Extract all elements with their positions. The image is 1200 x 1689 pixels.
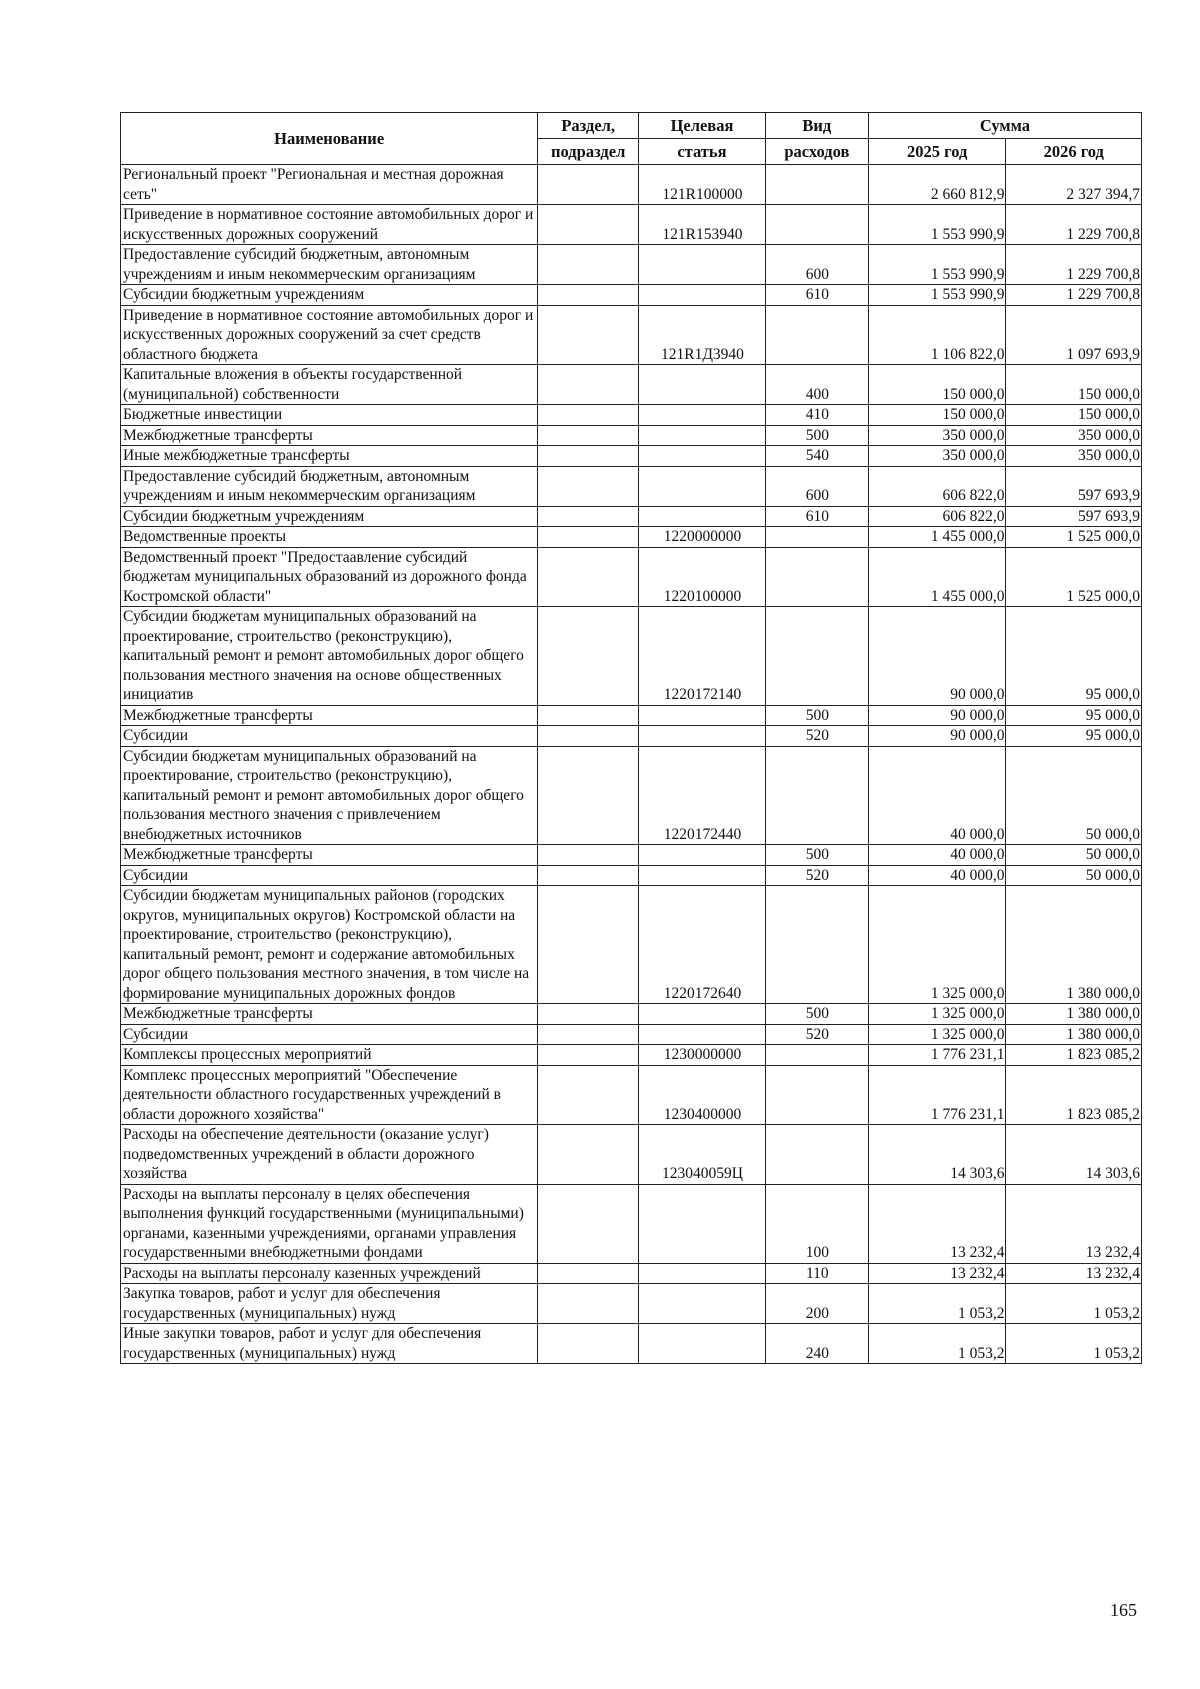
table-row (121, 1045, 1142, 1066)
row-expense-kind-cell: 100 (765, 1184, 868, 1263)
row-expense-kind-cell (765, 886, 868, 1004)
table-row (121, 165, 1142, 205)
row-expense-kind-cell: 400 (765, 365, 868, 405)
row-name-cell: Закупка товаров, работ и услуг для обеспечения государственных (муниципальных) нужд (121, 1284, 538, 1324)
page-number: 165 (1110, 1600, 1137, 1620)
header-target-line1: Целевая (639, 113, 766, 139)
row-sum-2026-cell: 13 232,4 (1006, 1263, 1142, 1284)
row-sum-2025-cell: 1 053,2 (868, 1284, 1006, 1324)
row-sum-2026-cell: 1 525 000,0 (1006, 547, 1142, 607)
row-name-cell: Субсидии бюджетам муниципальных районов (городских округов, муниципальных округов) Костромской области на проектирование, строительство (реконструкцию), капитальный ремонт, ремонт и содержание автомобильных дорог общего пользования местного значения, в том числе на формирование муниципальных дорожных фондов (121, 886, 538, 1004)
row-name-cell: Расходы на выплаты персоналу казенных учреждений (121, 1263, 538, 1284)
header-section-line1: Раздел, (538, 113, 639, 139)
row-section-cell (538, 285, 639, 306)
row-section-cell (538, 886, 639, 1004)
row-section-cell (538, 506, 639, 527)
row-expense-kind-cell: 500 (765, 705, 868, 726)
table-row (121, 607, 1142, 706)
table-row (121, 865, 1142, 886)
row-sum-2026-cell: 350 000,0 (1006, 425, 1142, 446)
row-sum-2025-cell: 350 000,0 (868, 425, 1006, 446)
row-sum-2025-cell: 40 000,0 (868, 746, 1006, 845)
budget-sheet (120, 112, 1142, 1364)
row-name-cell: Капитальные вложения в объекты государственной (муниципальной) собственности (121, 365, 538, 405)
row-section-cell (538, 1065, 639, 1125)
row-name-cell: Региональный проект "Региональная и местная дорожная сеть" (121, 165, 538, 205)
row-sum-2025-cell: 2 660 812,9 (868, 165, 1006, 205)
row-target-article-cell (639, 425, 766, 446)
row-sum-2026-cell: 50 000,0 (1006, 865, 1142, 886)
table-row (121, 845, 1142, 866)
row-target-article-cell (639, 726, 766, 747)
row-name-cell: Субсидии бюджетам муниципальных образований на проектирование, строительство (реконструкцию), капитальный ремонт и ремонт автомобильных дорог общего пользования местного значения с привлечением внебюджетных источников (121, 746, 538, 845)
row-section-cell (538, 1125, 639, 1185)
row-sum-2026-cell: 1 229 700,8 (1006, 245, 1142, 285)
header-kind-line2: расходов (765, 139, 868, 165)
row-section-cell (538, 527, 639, 548)
row-section-cell (538, 165, 639, 205)
table-row (121, 1024, 1142, 1045)
row-sum-2026-cell: 1 097 693,9 (1006, 305, 1142, 365)
table-row (121, 305, 1142, 365)
row-sum-2026-cell: 2 327 394,7 (1006, 165, 1142, 205)
row-sum-2025-cell: 1 553 990,9 (868, 245, 1006, 285)
row-expense-kind-cell: 500 (765, 845, 868, 866)
row-name-cell: Иные закупки товаров, работ и услуг для обеспечения государственных (муниципальных) нужд (121, 1324, 538, 1364)
row-sum-2026-cell: 95 000,0 (1006, 607, 1142, 706)
row-sum-2026-cell: 150 000,0 (1006, 365, 1142, 405)
row-name-cell: Субсидии (121, 726, 538, 747)
row-expense-kind-cell: 110 (765, 1263, 868, 1284)
row-target-article-cell (639, 1263, 766, 1284)
row-name-cell: Приведение в нормативное состояние автомобильных дорог и искусственных дорожных сооружений (121, 205, 538, 245)
row-expense-kind-cell (765, 746, 868, 845)
row-expense-kind-cell (765, 607, 868, 706)
row-expense-kind-cell: 610 (765, 506, 868, 527)
row-name-cell: Межбюджетные трансферты (121, 425, 538, 446)
table-row (121, 527, 1142, 548)
table-row (121, 1004, 1142, 1025)
row-expense-kind-cell: 520 (765, 1024, 868, 1045)
row-name-cell: Расходы на выплаты персоналу в целях обеспечения выполнения функций государственными (муниципальными) органами, казенными учреждениями, органами управления государственными внебюджетными фондами (121, 1184, 538, 1263)
row-target-article-cell: 1230000000 (639, 1045, 766, 1066)
table-row (121, 726, 1142, 747)
row-name-cell: Приведение в нормативное состояние автомобильных дорог и искусственных дорожных сооружений за счет средств областного бюджета (121, 305, 538, 365)
row-section-cell (538, 607, 639, 706)
row-sum-2025-cell: 606 822,0 (868, 506, 1006, 527)
row-name-cell: Межбюджетные трансферты (121, 1004, 538, 1025)
row-expense-kind-cell (765, 305, 868, 365)
header-name: Наименование (121, 113, 538, 165)
row-target-article-cell (639, 285, 766, 306)
row-sum-2026-cell: 1 053,2 (1006, 1284, 1142, 1324)
row-sum-2025-cell: 14 303,6 (868, 1125, 1006, 1185)
row-target-article-cell (639, 245, 766, 285)
row-sum-2025-cell: 1 325 000,0 (868, 1024, 1006, 1045)
row-target-article-cell (639, 845, 766, 866)
table-row (121, 547, 1142, 607)
row-sum-2026-cell: 50 000,0 (1006, 746, 1142, 845)
row-name-cell: Ведомственные проекты (121, 527, 538, 548)
row-section-cell (538, 1263, 639, 1284)
row-target-article-cell (639, 1184, 766, 1263)
row-target-article-cell (639, 365, 766, 405)
row-target-article-cell: 1220000000 (639, 527, 766, 548)
row-sum-2025-cell: 1 325 000,0 (868, 886, 1006, 1004)
row-target-article-cell (639, 1004, 766, 1025)
row-name-cell: Субсидии бюджетным учреждениям (121, 506, 538, 527)
row-sum-2025-cell: 1 553 990,9 (868, 205, 1006, 245)
table-row (121, 1324, 1142, 1364)
row-sum-2025-cell: 90 000,0 (868, 705, 1006, 726)
row-sum-2026-cell: 1 229 700,8 (1006, 285, 1142, 306)
row-target-article-cell (639, 705, 766, 726)
row-section-cell (538, 746, 639, 845)
row-sum-2025-cell: 1 776 231,1 (868, 1065, 1006, 1125)
row-sum-2026-cell: 95 000,0 (1006, 726, 1142, 747)
row-target-article-cell (639, 506, 766, 527)
row-name-cell: Межбюджетные трансферты (121, 705, 538, 726)
table-row (121, 1125, 1142, 1185)
row-sum-2026-cell: 50 000,0 (1006, 845, 1142, 866)
row-sum-2025-cell: 90 000,0 (868, 607, 1006, 706)
row-sum-2026-cell: 1 380 000,0 (1006, 1024, 1142, 1045)
row-section-cell (538, 1184, 639, 1263)
row-name-cell: Комплексы процессных мероприятий (121, 1045, 538, 1066)
row-expense-kind-cell: 600 (765, 466, 868, 506)
table-row (121, 365, 1142, 405)
table-row (121, 1284, 1142, 1324)
row-section-cell (538, 365, 639, 405)
table-row (121, 746, 1142, 845)
row-name-cell: Расходы на обеспечение деятельности (оказание услуг) подведомственных учреждений в области дорожного хозяйства (121, 1125, 538, 1185)
row-section-cell (538, 1024, 639, 1045)
header-target-line2: статья (639, 139, 766, 165)
row-sum-2025-cell: 13 232,4 (868, 1263, 1006, 1284)
row-expense-kind-cell (765, 205, 868, 245)
row-expense-kind-cell: 600 (765, 245, 868, 285)
row-section-cell (538, 1045, 639, 1066)
table-row (121, 506, 1142, 527)
row-expense-kind-cell: 500 (765, 1004, 868, 1025)
budget-table (120, 112, 1142, 1364)
row-sum-2025-cell: 606 822,0 (868, 466, 1006, 506)
row-section-cell (538, 466, 639, 506)
row-sum-2025-cell: 1 455 000,0 (868, 527, 1006, 548)
row-sum-2026-cell: 95 000,0 (1006, 705, 1142, 726)
row-expense-kind-cell: 240 (765, 1324, 868, 1364)
row-sum-2025-cell: 40 000,0 (868, 845, 1006, 866)
row-name-cell: Иные межбюджетные трансферты (121, 446, 538, 467)
row-sum-2025-cell: 1 325 000,0 (868, 1004, 1006, 1025)
row-target-article-cell: 121R153940 (639, 205, 766, 245)
header-section-line2: подраздел (538, 139, 639, 165)
table-body (121, 165, 1142, 1364)
row-name-cell: Предоставление субсидий бюджетным, автономным учреждениям и иным некоммерческим организациям (121, 245, 538, 285)
row-expense-kind-cell: 520 (765, 726, 868, 747)
row-section-cell (538, 1004, 639, 1025)
row-section-cell (538, 1284, 639, 1324)
row-section-cell (538, 405, 639, 426)
row-sum-2025-cell: 1 053,2 (868, 1324, 1006, 1364)
row-target-article-cell (639, 405, 766, 426)
row-expense-kind-cell (765, 165, 868, 205)
row-section-cell (538, 205, 639, 245)
table-row (121, 446, 1142, 467)
row-target-article-cell (639, 1284, 766, 1324)
row-sum-2026-cell: 597 693,9 (1006, 466, 1142, 506)
header-sum: Сумма (868, 113, 1141, 139)
table-row (121, 245, 1142, 285)
row-name-cell: Межбюджетные трансферты (121, 845, 538, 866)
row-target-article-cell: 1220100000 (639, 547, 766, 607)
row-expense-kind-cell: 500 (765, 425, 868, 446)
row-expense-kind-cell (765, 547, 868, 607)
row-sum-2025-cell: 1 455 000,0 (868, 547, 1006, 607)
row-sum-2025-cell: 150 000,0 (868, 405, 1006, 426)
table-row (121, 886, 1142, 1004)
table-row (121, 466, 1142, 506)
table-row (121, 425, 1142, 446)
row-expense-kind-cell (765, 1065, 868, 1125)
row-sum-2026-cell: 1 380 000,0 (1006, 886, 1142, 1004)
header-year-2026: 2026 год (1006, 139, 1142, 165)
row-section-cell (538, 425, 639, 446)
row-target-article-cell (639, 466, 766, 506)
row-expense-kind-cell (765, 1125, 868, 1185)
row-target-article-cell: 123040059Ц (639, 1125, 766, 1185)
row-section-cell (538, 865, 639, 886)
row-target-article-cell: 1230400000 (639, 1065, 766, 1125)
row-sum-2025-cell: 350 000,0 (868, 446, 1006, 467)
row-sum-2025-cell: 1 776 231,1 (868, 1045, 1006, 1066)
row-sum-2026-cell: 350 000,0 (1006, 446, 1142, 467)
row-sum-2025-cell: 150 000,0 (868, 365, 1006, 405)
row-sum-2025-cell: 1 553 990,9 (868, 285, 1006, 306)
row-sum-2025-cell: 13 232,4 (868, 1184, 1006, 1263)
row-section-cell (538, 245, 639, 285)
table-row (121, 705, 1142, 726)
row-expense-kind-cell: 520 (765, 865, 868, 886)
row-target-article-cell: 1220172640 (639, 886, 766, 1004)
row-name-cell: Субсидии бюджетным учреждениям (121, 285, 538, 306)
row-sum-2025-cell: 90 000,0 (868, 726, 1006, 747)
table-row (121, 405, 1142, 426)
row-sum-2026-cell: 1 823 085,2 (1006, 1065, 1142, 1125)
row-expense-kind-cell: 540 (765, 446, 868, 467)
row-expense-kind-cell: 410 (765, 405, 868, 426)
row-name-cell: Субсидии (121, 865, 538, 886)
row-sum-2026-cell: 1 380 000,0 (1006, 1004, 1142, 1025)
header-year-2025: 2025 год (868, 139, 1006, 165)
row-name-cell: Бюджетные инвестиции (121, 405, 538, 426)
row-expense-kind-cell: 200 (765, 1284, 868, 1324)
row-sum-2025-cell: 1 106 822,0 (868, 305, 1006, 365)
table-row (121, 1065, 1142, 1125)
row-target-article-cell (639, 1024, 766, 1045)
table-row (121, 1263, 1142, 1284)
header-kind-line1: Вид (765, 113, 868, 139)
row-sum-2026-cell: 1 229 700,8 (1006, 205, 1142, 245)
row-name-cell: Ведомственный проект "Предостаавление субсидий бюджетам муниципальных образований из дорожного фонда Костромской области" (121, 547, 538, 607)
row-sum-2026-cell: 1 823 085,2 (1006, 1045, 1142, 1066)
row-section-cell (538, 547, 639, 607)
row-target-article-cell: 1220172140 (639, 607, 766, 706)
row-section-cell (538, 705, 639, 726)
row-sum-2026-cell: 13 232,4 (1006, 1184, 1142, 1263)
row-target-article-cell (639, 446, 766, 467)
row-name-cell: Субсидии (121, 1024, 538, 1045)
row-sum-2026-cell: 597 693,9 (1006, 506, 1142, 527)
row-sum-2025-cell: 40 000,0 (868, 865, 1006, 886)
row-section-cell (538, 845, 639, 866)
row-target-article-cell: 121R1Д3940 (639, 305, 766, 365)
table-row (121, 205, 1142, 245)
table-row (121, 285, 1142, 306)
row-name-cell: Субсидии бюджетам муниципальных образований на проектирование, строительство (реконструкцию), капитальный ремонт и ремонт автомобильных дорог общего пользования местного значения на основе общественных инициатив (121, 607, 538, 706)
row-sum-2026-cell: 14 303,6 (1006, 1125, 1142, 1185)
row-name-cell: Комплекс процессных мероприятий "Обеспечение деятельности областного государственных учреждений в области дорожного хозяйства" (121, 1065, 538, 1125)
row-name-cell: Предоставление субсидий бюджетным, автономным учреждениям и иным некоммерческим организациям (121, 466, 538, 506)
row-section-cell (538, 1324, 639, 1364)
row-section-cell (538, 726, 639, 747)
row-sum-2026-cell: 1 525 000,0 (1006, 527, 1142, 548)
row-sum-2026-cell: 1 053,2 (1006, 1324, 1142, 1364)
row-target-article-cell: 121R100000 (639, 165, 766, 205)
row-section-cell (538, 446, 639, 467)
row-target-article-cell (639, 1324, 766, 1364)
row-section-cell (538, 305, 639, 365)
row-expense-kind-cell (765, 1045, 868, 1066)
row-expense-kind-cell: 610 (765, 285, 868, 306)
table-row (121, 1184, 1142, 1263)
header-row-1 (121, 113, 1142, 139)
row-sum-2026-cell: 150 000,0 (1006, 405, 1142, 426)
row-target-article-cell: 1220172440 (639, 746, 766, 845)
row-expense-kind-cell (765, 527, 868, 548)
row-target-article-cell (639, 865, 766, 886)
